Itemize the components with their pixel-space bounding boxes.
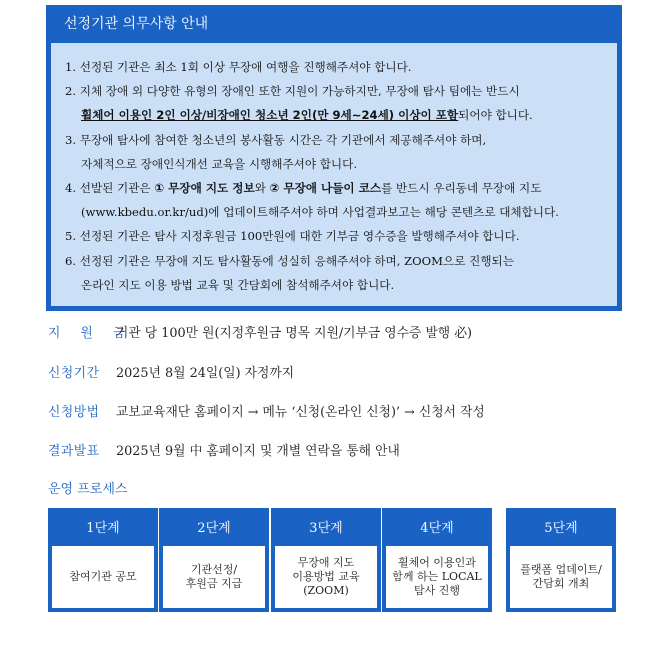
- notice-item: [65, 79, 609, 103]
- info-support: [48, 322, 472, 341]
- info-method-key: 신청방법: [48, 405, 100, 420]
- info-support-value: 기관 당 100만 원(지정후원금 명목 지원/기부금 영수증 발행 必): [116, 326, 473, 341]
- notice-item: [65, 224, 609, 248]
- info-period: [48, 362, 294, 381]
- notice-item: [65, 103, 609, 127]
- process-step: [506, 508, 616, 612]
- notice-text: 4. 선발된 기관은: [65, 180, 155, 195]
- step-description: 무장애 지도 이용방법 교육 (ZOOM): [275, 546, 377, 608]
- info-result-value: 2025년 9월 中 홈페이지 및 개별 연락을 통해 안내: [116, 444, 400, 459]
- notice-item: [65, 55, 609, 79]
- notice-list: [51, 43, 617, 306]
- notice-box: [46, 5, 622, 311]
- notice-item: [65, 200, 609, 224]
- notice-item: [65, 152, 609, 176]
- process-step: [159, 508, 269, 612]
- info-result: [48, 440, 400, 459]
- notice-text: 와: [254, 180, 270, 195]
- step-label: 5단계: [544, 521, 578, 536]
- notice-text: 1. 선정된 기관은 최소 1회 이상 무장애 여행을 진행해주셔야 합니다.: [65, 60, 412, 74]
- step-label: 4단계: [420, 521, 454, 536]
- notice-text: (www.kbedu.or.kr/ud)에 업데이트해주셔야 하며 사업결과보고는 해당 콘텐츠로 대체합니다.: [81, 205, 559, 220]
- process-step: [271, 508, 381, 612]
- process-step: [382, 508, 492, 612]
- notice-text: 를 반드시 우리동네 무장애 지도: [381, 180, 542, 195]
- info-period-key: 신청기간: [48, 366, 100, 381]
- info-method: [48, 401, 485, 420]
- notice-item: [65, 249, 609, 273]
- notice-text: 온라인 지도 이용 방법 교육 및 간담회에 참석해주셔야 합니다.: [81, 277, 395, 292]
- notice-item: [65, 176, 609, 200]
- info-method-value: 교보교육재단 홈페이지 → 메뉴 ‘신청(온라인 신청)’ → 신청서 작성: [116, 405, 485, 420]
- notice-item: [65, 273, 609, 297]
- notice-text: 되어야 합니다.: [458, 108, 533, 123]
- notice-text: 자체적으로 장애인식개선 교육을 시행해주셔야 합니다.: [81, 156, 358, 171]
- notice-emphasis: 휠체어 이용인 2인 이상/비장애인 청소년 2인(만 9세~24세) 이상이 포함: [81, 108, 459, 123]
- notice-emphasis: ① 무장애 지도 정보: [154, 180, 255, 195]
- info-period-value: 2025년 8월 24일(일) 자정까지: [116, 366, 295, 381]
- step-description: 참여기관 공모: [52, 546, 154, 608]
- notice-title: 선정기관 의무사항 안내: [64, 16, 209, 32]
- step-label: 1단계: [86, 521, 120, 536]
- process-title: 운영 프로세스: [48, 482, 128, 497]
- info-result-key: 결과발표: [48, 444, 100, 459]
- notice-text: 5. 선정된 기관은 탐사 지정후원금 100만원에 대한 기부금 영수증을 발행해주셔야 합니다.: [65, 229, 520, 244]
- step-description: 휠체어 이용인과 함께 하는 LOCAL 탐사 진행: [386, 546, 488, 608]
- step-label: 3단계: [309, 521, 343, 536]
- step-description: 플랫폼 업데이트/ 간담회 개최: [510, 546, 612, 608]
- notice-item: [65, 128, 609, 152]
- info-support-key: 지 원 금: [48, 326, 134, 341]
- process-step: [48, 508, 158, 612]
- notice-text: 2. 지체 장애 외 다양한 유형의 장애인 또한 지원이 가능하지만, 무장애 탐사 팀에는 반드시: [65, 84, 520, 99]
- notice-text: 6. 선정된 기관은 무장애 지도 탐사활동에 성실히 응해주셔야 하며, ZOOM으로 진행되는: [65, 253, 514, 268]
- notice-emphasis: ② 무장애 나들이 코스: [269, 180, 382, 195]
- step-label: 2단계: [197, 521, 231, 536]
- notice-text: 3. 무장애 탐사에 참여한 청소년의 봉사활동 시간은 각 기관에서 제공해주셔야 하며,: [65, 132, 487, 147]
- step-description: 기관선정/ 후원금 지급: [163, 546, 265, 608]
